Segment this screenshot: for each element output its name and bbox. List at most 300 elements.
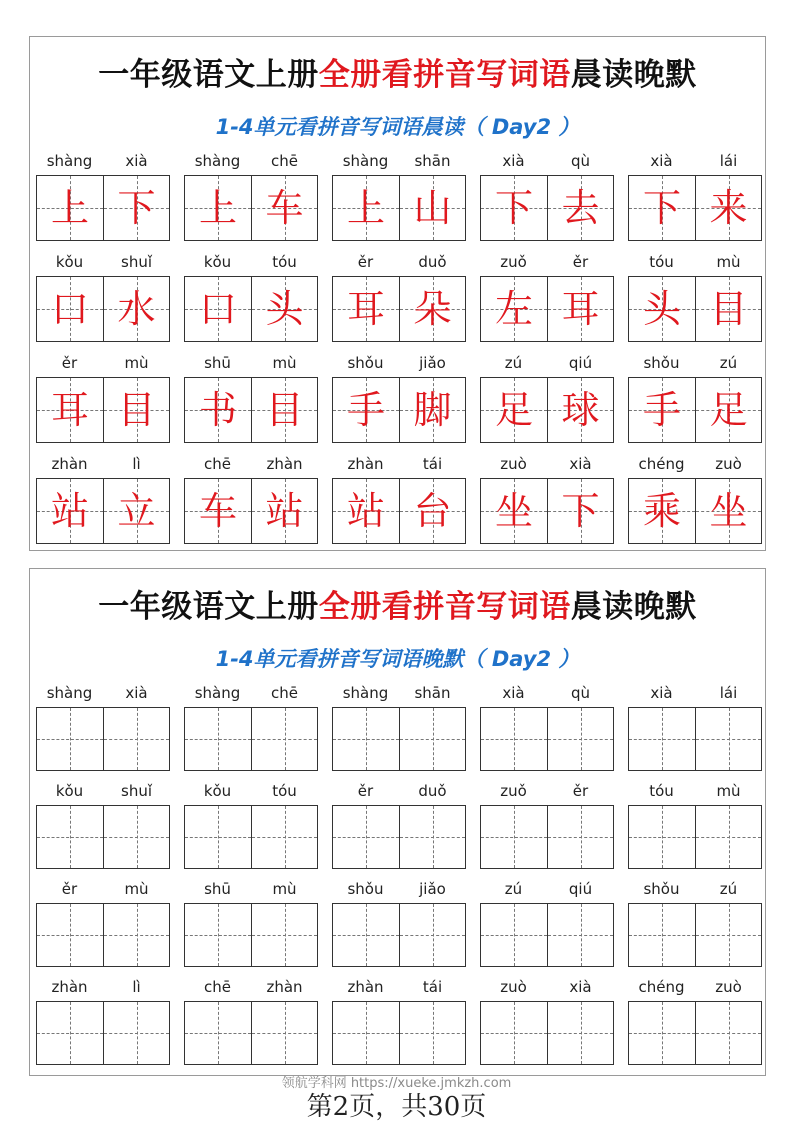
hanzi-character: 书	[198, 388, 237, 432]
writing-cell	[185, 378, 251, 442]
tianzige-boxes	[628, 1001, 762, 1065]
word-item	[184, 875, 318, 967]
pinyin-line	[184, 777, 318, 805]
word-item	[480, 147, 614, 241]
tianzige-boxes	[628, 276, 762, 342]
word-item	[332, 875, 466, 967]
word-item	[628, 679, 762, 771]
word-row	[36, 349, 761, 450]
pinyin-syllable: ěr	[572, 782, 589, 800]
pinyin-syllable: xià	[502, 152, 525, 170]
pinyin-syllable: zuò	[500, 978, 527, 996]
word-row	[36, 679, 761, 777]
title-topic-part: 全册看拼音写词语	[318, 57, 571, 93]
page-number: 第2页，共30页	[306, 1092, 487, 1122]
pinyin-line	[184, 973, 318, 1001]
tianzige-boxes	[480, 903, 614, 967]
writing-cell[interactable]	[547, 904, 613, 966]
pinyin-syllable: shàng	[194, 152, 241, 170]
tianzige-boxes	[480, 707, 614, 771]
pinyin-line	[36, 777, 170, 805]
pinyin-syllable: chéng	[638, 455, 685, 473]
pinyin-line	[36, 349, 170, 377]
pinyin-syllable: zhàn	[266, 455, 303, 473]
pinyin-syllable: kǒu	[55, 782, 84, 800]
hanzi-character: 目	[709, 287, 748, 331]
word-item	[332, 147, 466, 241]
writing-cell[interactable]	[399, 1002, 465, 1064]
pinyin-line	[184, 349, 318, 377]
writing-cell[interactable]	[37, 806, 103, 868]
pinyin-syllable: xià	[650, 152, 673, 170]
hanzi-character: 上	[198, 186, 237, 230]
word-item	[36, 679, 170, 771]
pinyin-line	[184, 248, 318, 276]
hanzi-character: 乘	[642, 489, 681, 533]
writing-cell[interactable]	[481, 806, 547, 868]
writing-cell	[629, 378, 695, 442]
writing-cell[interactable]	[399, 708, 465, 770]
tianzige-boxes	[332, 478, 466, 544]
pinyin-line	[628, 679, 762, 707]
pinyin-syllable: shuǐ	[121, 253, 152, 271]
pinyin-syllable: zú	[504, 880, 523, 898]
tianzige-boxes	[332, 1001, 466, 1065]
word-item	[36, 147, 170, 241]
writing-cell[interactable]	[333, 806, 399, 868]
writing-cell	[481, 378, 547, 442]
pinyin-syllable: mù	[272, 354, 297, 372]
writing-cell	[399, 378, 465, 442]
hanzi-character: 口	[198, 287, 237, 331]
hanzi-character: 车	[265, 186, 304, 230]
pinyin-syllable: tóu	[272, 253, 297, 271]
pinyin-syllable: shǒu	[643, 880, 680, 898]
pinyin-line	[480, 875, 614, 903]
hanzi-character: 立	[117, 489, 156, 533]
pinyin-syllable: zuò	[500, 455, 527, 473]
word-grid	[36, 679, 761, 1071]
writing-cell	[37, 479, 103, 543]
pinyin-line	[628, 349, 762, 377]
word-item	[36, 349, 170, 443]
hanzi-character: 手	[642, 388, 681, 432]
tianzige-boxes	[628, 175, 762, 241]
pinyin-syllable: shuǐ	[121, 782, 152, 800]
pinyin-syllable: chē	[204, 978, 231, 996]
pinyin-syllable: shǒu	[643, 354, 680, 372]
tianzige-boxes	[332, 276, 466, 342]
pinyin-syllable: ěr	[61, 880, 78, 898]
writing-cell[interactable]	[185, 806, 251, 868]
tianzige-boxes	[184, 175, 318, 241]
writing-cell[interactable]	[629, 806, 695, 868]
hanzi-character: 去	[561, 186, 600, 230]
pinyin-line	[36, 875, 170, 903]
writing-cell	[251, 479, 317, 543]
pinyin-line	[332, 973, 466, 1001]
pinyin-line	[332, 875, 466, 903]
pinyin-syllable: ěr	[572, 253, 589, 271]
writing-cell[interactable]	[251, 904, 317, 966]
pinyin-syllable: xià	[125, 684, 148, 702]
writing-cell[interactable]	[695, 806, 761, 868]
tianzige-boxes	[184, 707, 318, 771]
pinyin-line	[628, 248, 762, 276]
writing-cell	[481, 176, 547, 240]
pinyin-syllable: shàng	[46, 152, 93, 170]
word-item	[480, 973, 614, 1065]
word-item	[480, 777, 614, 869]
tianzige-boxes	[184, 377, 318, 443]
tianzige-boxes	[480, 478, 614, 544]
word-item	[332, 248, 466, 342]
hanzi-character: 上	[346, 186, 385, 230]
pinyin-syllable: ěr	[61, 354, 78, 372]
pinyin-syllable: shū	[204, 354, 231, 372]
hanzi-character: 水	[117, 287, 156, 331]
hanzi-character: 口	[50, 287, 89, 331]
writing-cell[interactable]	[695, 904, 761, 966]
hanzi-character: 下	[117, 186, 156, 230]
writing-cell[interactable]	[399, 904, 465, 966]
hanzi-character: 头	[642, 287, 681, 331]
writing-cell	[251, 176, 317, 240]
pinyin-line	[332, 147, 466, 175]
writing-cell[interactable]	[251, 806, 317, 868]
pinyin-syllable: jiǎo	[419, 880, 446, 898]
tianzige-boxes	[184, 805, 318, 869]
worksheet-panel-morning-reading	[29, 36, 766, 551]
watermark-text: 领航学科网 https://xueke.jmkzh.com	[281, 1076, 512, 1091]
pinyin-syllable: zhàn	[51, 978, 88, 996]
pinyin-syllable: tái	[422, 978, 443, 996]
writing-cell	[37, 176, 103, 240]
word-row	[36, 248, 761, 349]
writing-cell[interactable]	[103, 708, 169, 770]
writing-cell	[399, 479, 465, 543]
pinyin-syllable: qù	[570, 152, 591, 170]
hanzi-character: 下	[561, 489, 600, 533]
word-item	[36, 248, 170, 342]
pinyin-syllable: xià	[569, 455, 592, 473]
pinyin-line	[332, 450, 466, 478]
word-item	[480, 450, 614, 544]
tianzige-boxes	[480, 276, 614, 342]
writing-cell[interactable]	[547, 806, 613, 868]
tianzige-boxes	[332, 805, 466, 869]
pinyin-syllable: zhàn	[266, 978, 303, 996]
writing-cell	[103, 378, 169, 442]
writing-cell	[185, 176, 251, 240]
writing-cell[interactable]	[629, 708, 695, 770]
pinyin-syllable: ěr	[357, 782, 374, 800]
pinyin-syllable: chē	[271, 152, 298, 170]
writing-cell[interactable]	[37, 904, 103, 966]
tianzige-boxes	[628, 478, 762, 544]
pinyin-syllable: shàng	[194, 684, 241, 702]
word-item	[184, 147, 318, 241]
pinyin-syllable: chē	[271, 684, 298, 702]
pinyin-syllable: qiú	[568, 880, 593, 898]
pinyin-syllable: qiú	[568, 354, 593, 372]
pinyin-syllable: shǒu	[347, 880, 384, 898]
pinyin-syllable: shàng	[46, 684, 93, 702]
writing-cell	[547, 378, 613, 442]
hanzi-character: 目	[117, 388, 156, 432]
pinyin-syllable: tóu	[649, 253, 674, 271]
word-item	[332, 777, 466, 869]
writing-cell[interactable]	[185, 904, 251, 966]
pinyin-syllable: mù	[272, 880, 297, 898]
tianzige-boxes	[628, 805, 762, 869]
tianzige-boxes	[36, 276, 170, 342]
pinyin-syllable: shǒu	[347, 354, 384, 372]
pinyin-syllable: qù	[570, 684, 591, 702]
word-row	[36, 450, 761, 551]
writing-cell[interactable]	[399, 806, 465, 868]
writing-cell	[547, 176, 613, 240]
pinyin-line	[480, 973, 614, 1001]
word-item	[628, 349, 762, 443]
word-item	[480, 875, 614, 967]
pinyin-line	[628, 875, 762, 903]
pinyin-syllable: kǒu	[203, 253, 232, 271]
writing-cell[interactable]	[103, 904, 169, 966]
title-mode-part: 晨读晚默	[570, 589, 697, 625]
pinyin-syllable: zuǒ	[500, 782, 527, 800]
writing-cell	[37, 277, 103, 341]
pinyin-syllable: zhàn	[51, 455, 88, 473]
writing-cell	[695, 176, 761, 240]
pinyin-syllable: xià	[125, 152, 148, 170]
tianzige-boxes	[332, 377, 466, 443]
pinyin-line	[628, 450, 762, 478]
writing-cell	[103, 479, 169, 543]
word-item	[480, 349, 614, 443]
writing-cell[interactable]	[481, 708, 547, 770]
pinyin-syllable: zú	[719, 880, 738, 898]
tianzige-boxes	[36, 805, 170, 869]
writing-cell	[695, 479, 761, 543]
tianzige-boxes	[184, 478, 318, 544]
pinyin-syllable: xià	[650, 684, 673, 702]
pinyin-line	[480, 248, 614, 276]
worksheet-subtitle: 1-4单元看拼音写词语晚默（ Day2 ）	[215, 647, 580, 671]
pinyin-line	[184, 679, 318, 707]
hanzi-character: 目	[265, 388, 304, 432]
writing-cell	[629, 277, 695, 341]
pinyin-line	[36, 450, 170, 478]
tianzige-boxes	[184, 276, 318, 342]
title-topic-part: 全册看拼音写词语	[318, 589, 571, 625]
word-item	[184, 973, 318, 1065]
pinyin-syllable: zhàn	[347, 455, 384, 473]
hanzi-character: 下	[494, 186, 533, 230]
word-item	[628, 248, 762, 342]
tianzige-boxes	[184, 903, 318, 967]
writing-cell	[251, 277, 317, 341]
pinyin-syllable: shū	[204, 880, 231, 898]
writing-cell	[333, 277, 399, 341]
writing-cell[interactable]	[251, 1002, 317, 1064]
word-row	[36, 973, 761, 1071]
pinyin-syllable: tóu	[272, 782, 297, 800]
hanzi-character: 坐	[709, 489, 748, 533]
writing-cell	[547, 277, 613, 341]
word-item	[184, 349, 318, 443]
word-item	[480, 248, 614, 342]
writing-cell	[251, 378, 317, 442]
tianzige-boxes	[36, 1001, 170, 1065]
pinyin-syllable: chē	[204, 455, 231, 473]
writing-cell	[103, 277, 169, 341]
pinyin-syllable: mù	[716, 782, 741, 800]
word-item	[628, 147, 762, 241]
hanzi-character: 站	[50, 489, 89, 533]
writing-cell	[185, 277, 251, 341]
writing-cell[interactable]	[629, 904, 695, 966]
tianzige-boxes	[628, 377, 762, 443]
word-item	[628, 777, 762, 869]
pinyin-line	[628, 147, 762, 175]
hanzi-character: 球	[561, 388, 600, 432]
tianzige-boxes	[36, 903, 170, 967]
pinyin-line	[480, 777, 614, 805]
writing-cell[interactable]	[333, 904, 399, 966]
hanzi-character: 足	[709, 388, 748, 432]
hanzi-character: 上	[50, 186, 89, 230]
hanzi-character: 头	[265, 287, 304, 331]
writing-cell[interactable]	[695, 1002, 761, 1064]
pinyin-syllable: jiǎo	[419, 354, 446, 372]
pinyin-syllable: tái	[422, 455, 443, 473]
pinyin-line	[628, 777, 762, 805]
pinyin-syllable: shàng	[342, 684, 389, 702]
pinyin-syllable: xià	[502, 684, 525, 702]
writing-cell[interactable]	[547, 1002, 613, 1064]
hanzi-character: 耳	[50, 388, 89, 432]
pinyin-line	[36, 248, 170, 276]
hanzi-character: 来	[709, 186, 748, 230]
writing-cell[interactable]	[695, 708, 761, 770]
tianzige-boxes	[480, 175, 614, 241]
writing-cell	[333, 176, 399, 240]
tianzige-boxes	[332, 175, 466, 241]
writing-cell	[399, 176, 465, 240]
tianzige-boxes	[332, 707, 466, 771]
pinyin-line	[332, 349, 466, 377]
tianzige-boxes	[36, 707, 170, 771]
writing-cell[interactable]	[251, 708, 317, 770]
pinyin-syllable: ěr	[357, 253, 374, 271]
word-item	[184, 777, 318, 869]
writing-cell[interactable]	[333, 708, 399, 770]
tianzige-boxes	[628, 707, 762, 771]
tianzige-boxes	[480, 1001, 614, 1065]
pinyin-syllable: zuò	[715, 455, 742, 473]
writing-cell	[333, 479, 399, 543]
writing-cell[interactable]	[37, 708, 103, 770]
writing-cell[interactable]	[481, 904, 547, 966]
tianzige-boxes	[36, 478, 170, 544]
worksheet-subtitle: 1-4单元看拼音写词语晨读（ Day2 ）	[215, 115, 580, 139]
hanzi-character: 坐	[494, 489, 533, 533]
writing-cell	[481, 479, 547, 543]
hanzi-character: 手	[346, 388, 385, 432]
hanzi-character: 耳	[346, 287, 385, 331]
writing-cell[interactable]	[37, 1002, 103, 1064]
pinyin-syllable: zú	[504, 354, 523, 372]
pinyin-line	[332, 777, 466, 805]
pinyin-syllable: lì	[132, 455, 141, 473]
pinyin-syllable: chéng	[638, 978, 685, 996]
writing-cell	[37, 378, 103, 442]
tianzige-boxes	[480, 377, 614, 443]
writing-cell	[103, 176, 169, 240]
pinyin-syllable: duǒ	[418, 782, 447, 800]
writing-cell[interactable]	[103, 1002, 169, 1064]
writing-cell[interactable]	[185, 1002, 251, 1064]
title-grade-part: 一年级语文上册	[98, 57, 319, 93]
word-item	[332, 679, 466, 771]
word-row	[36, 147, 761, 248]
pinyin-syllable: shān	[414, 684, 451, 702]
word-item	[36, 777, 170, 869]
writing-cell[interactable]	[185, 708, 251, 770]
hanzi-character: 站	[265, 489, 304, 533]
hanzi-character: 朵	[413, 287, 452, 331]
pinyin-syllable: shān	[414, 152, 451, 170]
tianzige-boxes	[628, 903, 762, 967]
pinyin-syllable: lái	[719, 684, 738, 702]
word-item	[36, 450, 170, 544]
pinyin-line	[36, 973, 170, 1001]
word-item	[628, 973, 762, 1065]
word-item	[36, 973, 170, 1065]
word-item	[628, 450, 762, 544]
writing-cell	[481, 277, 547, 341]
tianzige-boxes	[36, 175, 170, 241]
word-row	[36, 875, 761, 973]
pinyin-syllable: kǒu	[55, 253, 84, 271]
worksheet-title	[30, 49, 765, 94]
writing-cell	[695, 378, 761, 442]
worksheet-panel-evening-dictation	[29, 568, 766, 1076]
pinyin-syllable: kǒu	[203, 782, 232, 800]
pinyin-line	[480, 679, 614, 707]
writing-cell[interactable]	[103, 806, 169, 868]
writing-cell[interactable]	[481, 1002, 547, 1064]
writing-cell[interactable]	[333, 1002, 399, 1064]
pinyin-syllable: lái	[719, 152, 738, 170]
tianzige-boxes	[184, 1001, 318, 1065]
pinyin-syllable: mù	[716, 253, 741, 271]
pinyin-line	[184, 147, 318, 175]
word-grid	[36, 147, 761, 551]
writing-cell[interactable]	[629, 1002, 695, 1064]
writing-cell[interactable]	[547, 708, 613, 770]
tianzige-boxes	[480, 805, 614, 869]
pinyin-syllable: mù	[124, 880, 149, 898]
hanzi-character: 左	[494, 287, 533, 331]
hanzi-character: 站	[346, 489, 385, 533]
title-mode-part: 晨读晚默	[570, 57, 697, 93]
hanzi-character: 车	[198, 489, 237, 533]
writing-cell	[629, 176, 695, 240]
hanzi-character: 山	[413, 186, 452, 230]
pinyin-syllable: shàng	[342, 152, 389, 170]
